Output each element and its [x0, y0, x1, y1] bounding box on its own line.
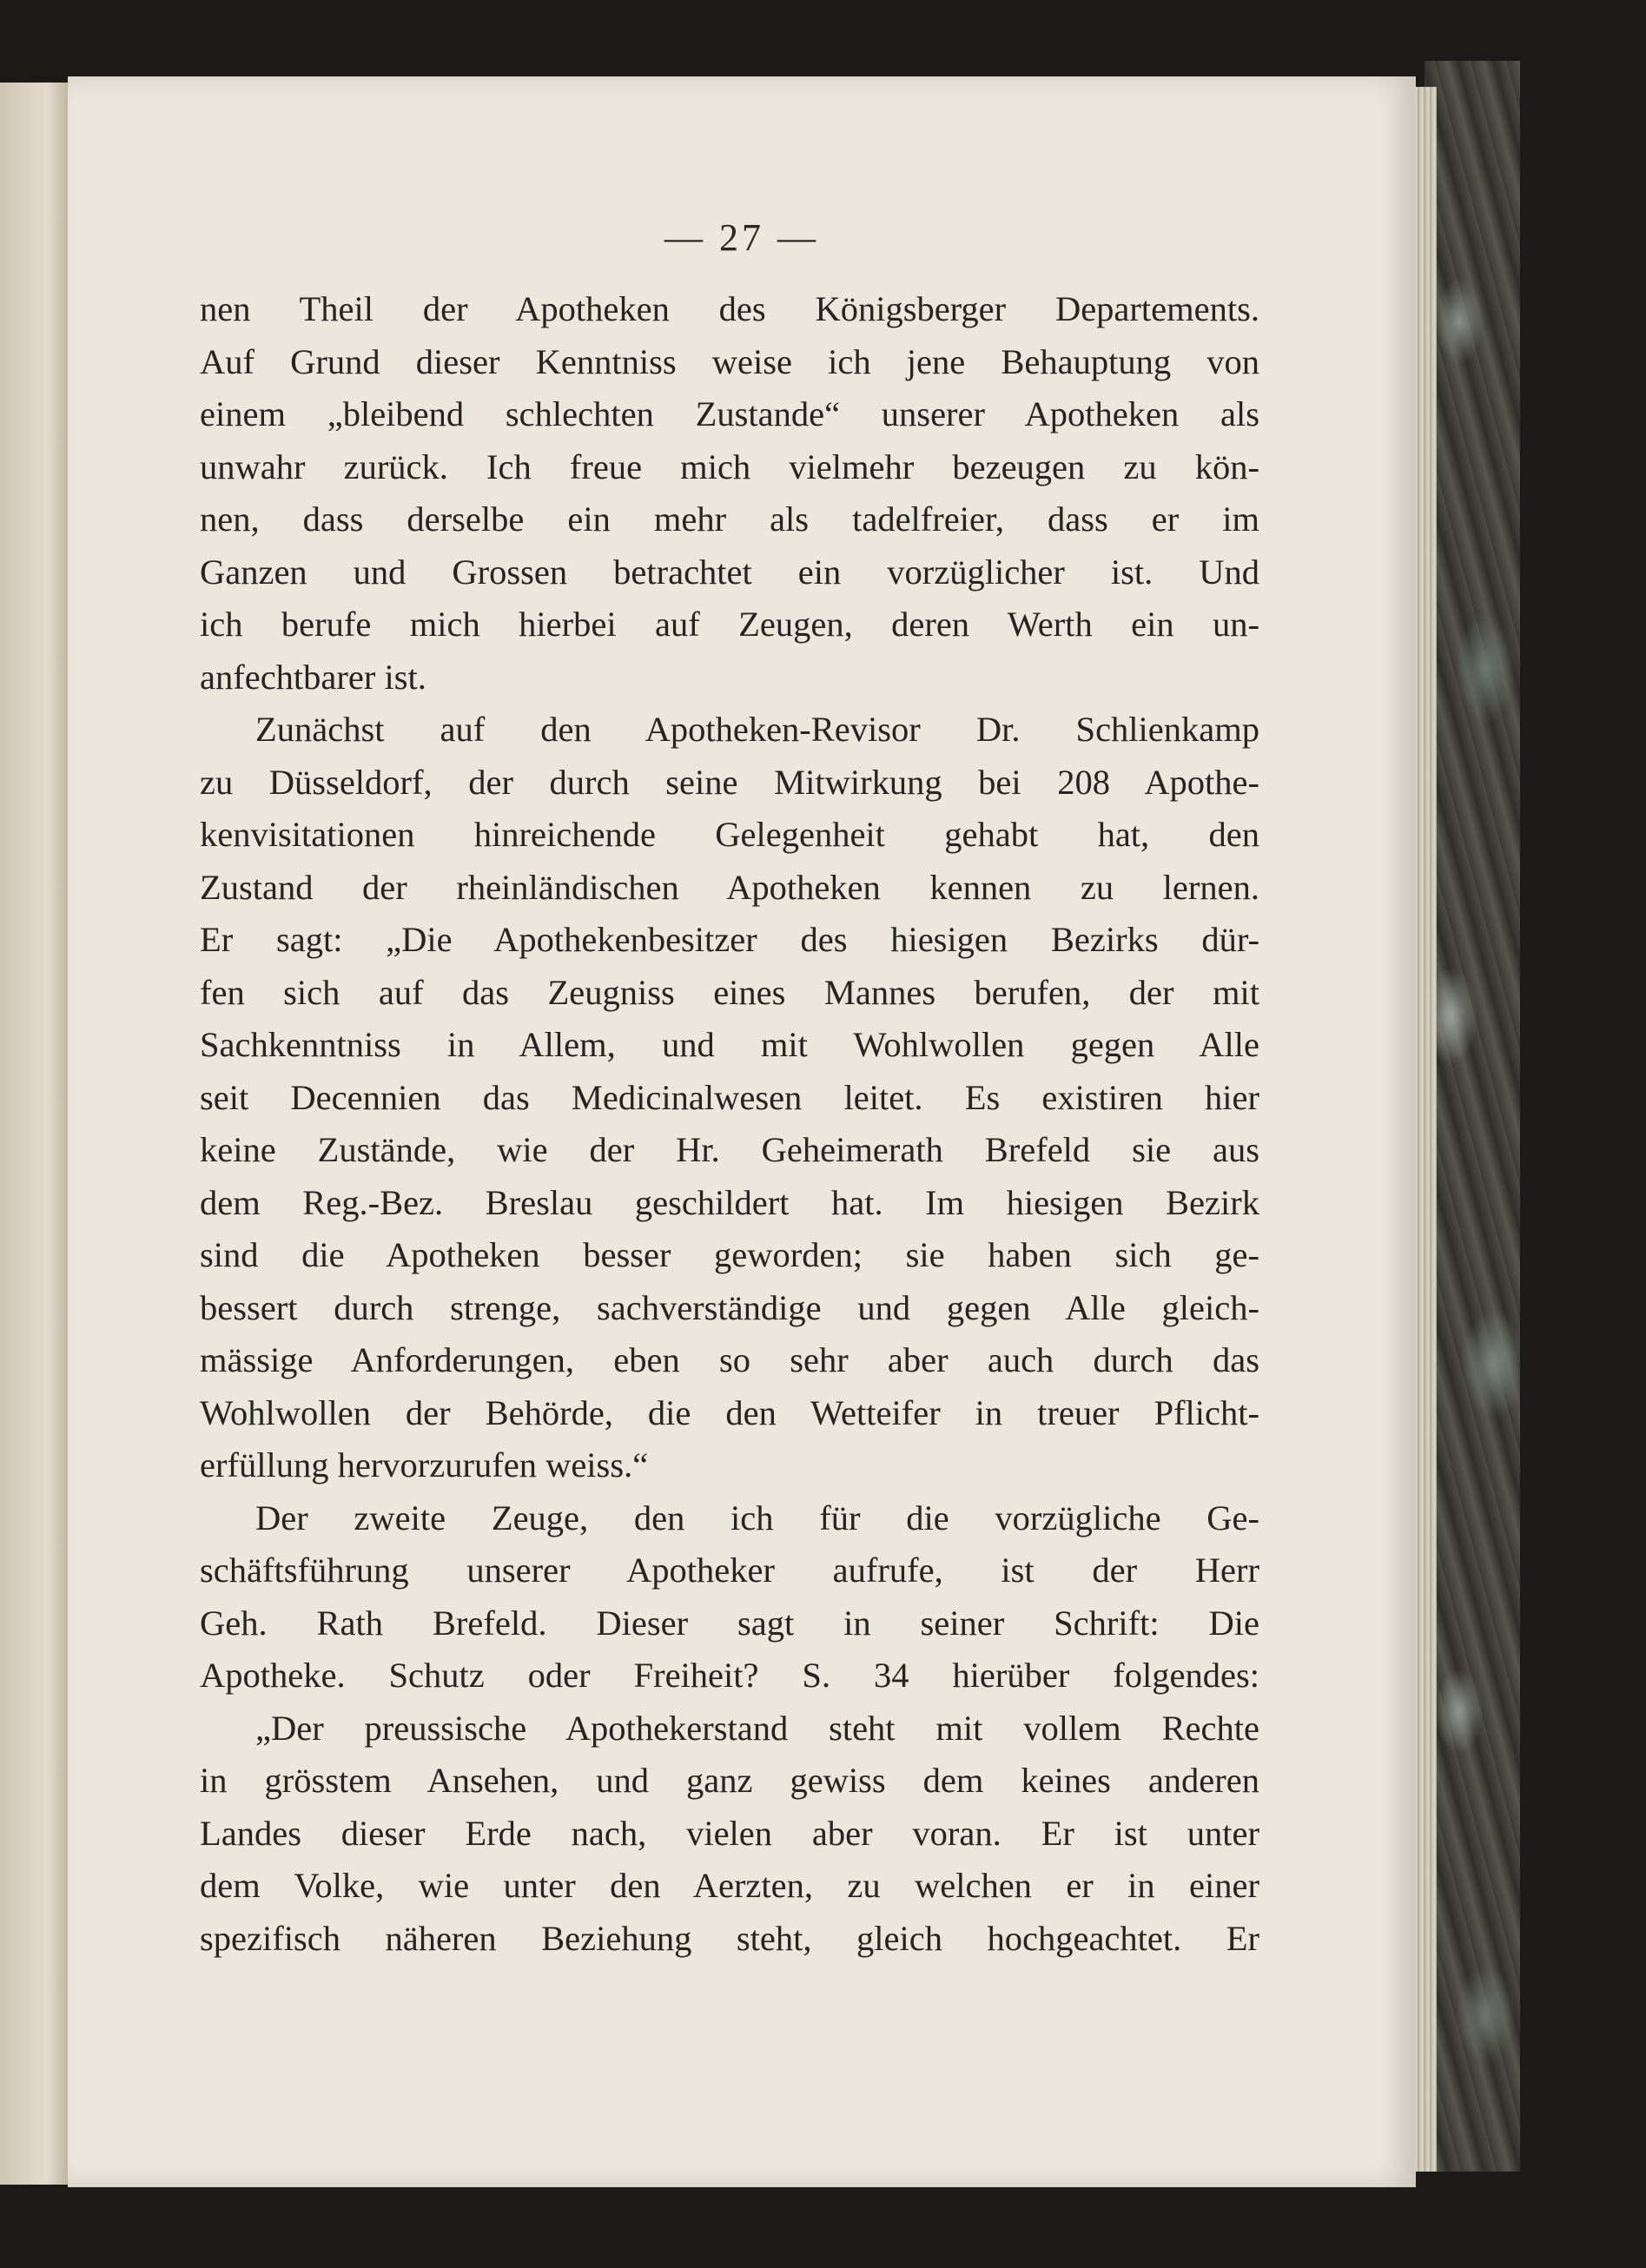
text-line: anfechtbarer ist. [200, 657, 426, 697]
text-line: mässige Anforderungen, eben so sehr aber auch durch das [200, 1340, 1259, 1379]
page-edges [1414, 87, 1437, 2172]
body-text [200, 283, 1259, 1965]
text-line: Wohlwollen der Behörde, die den Wetteifer in treuer Pflicht- [200, 1392, 1259, 1432]
text-line: einem „bleibend schlechten Zustande“ unserer Apotheken als [200, 394, 1259, 433]
text-line: fen sich auf das Zeugniss eines Mannes berufen, der mit [200, 972, 1259, 1012]
text-line: seit Decennien das Medicinalwesen leitet. Es existiren hier [200, 1077, 1259, 1117]
text-line: Zunächst auf den Apotheken-Revisor Dr. Schlienkamp [255, 710, 1259, 749]
text-line: dem Reg.-Bez. Breslau geschildert hat. Im hiesigen Bezirk [200, 1182, 1259, 1222]
text-line: in grösstem Ansehen, und ganz gewiss dem keines anderen [200, 1761, 1259, 1800]
text-line: Sachkenntniss in Allem, und mit Wohlwollen gegen Alle [200, 1025, 1259, 1064]
text-line: dem Volke, wie unter den Aerzten, zu welchen er in einer [200, 1866, 1259, 1905]
text-line: kenvisitationen hinreichende Gelegenheit gehabt hat, den [200, 815, 1259, 854]
page-number: — 27 — [664, 216, 819, 259]
text-line: erfüllung hervorzurufen weiss.“ [200, 1445, 649, 1484]
text-line: keine Zustände, wie der Hr. Geheimerath Brefeld sie aus [200, 1130, 1259, 1169]
text-line: Ganzen und Grossen betrachtet ein vorzüglicher ist. Und [200, 552, 1259, 592]
text-line: nen, dass derselbe ein mehr als tadelfreier, dass er im [200, 499, 1259, 539]
text-line: Apotheke. Schutz oder Freiheit? S. 34 hierüber folgendes: [200, 1656, 1259, 1695]
text-line: Er sagt: „Die Apothekenbesitzer des hiesigen Bezirks dür- [200, 920, 1259, 959]
text-line: Zustand der rheinländischen Apotheken kennen zu lernen. [200, 867, 1259, 907]
text-line: schäftsführung unserer Apotheker aufrufe, ist der Herr [200, 1551, 1259, 1590]
text-line: sind die Apotheken besser geworden; sie haben sich ge- [200, 1235, 1259, 1274]
book-page [68, 76, 1416, 2187]
marbled-cover [1425, 61, 1520, 2172]
text-line: „Der preussische Apothekerstand steht mit vollem Rechte [255, 1708, 1259, 1748]
text-line: Auf Grund dieser Kenntniss weise ich jene Behauptung von [200, 341, 1259, 381]
text-line: Geh. Rath Brefeld. Dieser sagt in seiner Schrift: Die [200, 1603, 1259, 1643]
text-line: Landes dieser Erde nach, vielen aber voran. Er ist unter [200, 1813, 1259, 1853]
text-line: Der zweite Zeuge, den ich für die vorzügliche Ge- [255, 1498, 1259, 1537]
text-line: unwahr zurück. Ich freue mich vielmehr bezeugen zu kön- [200, 446, 1259, 486]
text-line: ich berufe mich hierbei auf Zeugen, deren Werth ein un- [200, 605, 1259, 644]
text-line: spezifisch näheren Beziehung steht, gleich hochgeachtet. Er [200, 1918, 1259, 1958]
text-line: nen Theil der Apotheken des Königsberger Departements. [200, 289, 1259, 328]
previous-page-edge [0, 83, 68, 2185]
text-line: zu Düsseldorf, der durch seine Mitwirkung bei 208 Apothe- [200, 762, 1259, 802]
text-line: bessert durch strenge, sachverständige und gegen Alle gleich- [200, 1287, 1259, 1327]
